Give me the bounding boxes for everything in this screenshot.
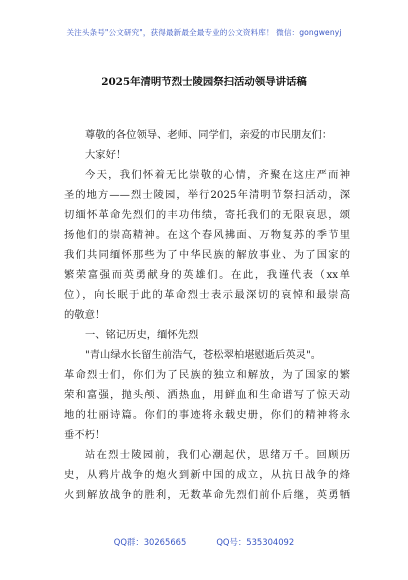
paragraph-line: 位），向长眠于此的革命烈士表示最深切的哀悼和最崇高 (64, 289, 350, 301)
paragraph-line: 的敬意！ (64, 309, 106, 321)
document-body (64, 125, 350, 505)
section-heading: 一、铭记历史，缅怀先烈 (85, 329, 199, 341)
paragraph-line: 圣的地方——烈士陵园，举行2025年清明节祭扫活动，深 (64, 189, 350, 201)
paragraph-line: 荣和富强，抛头颅、洒热血，用鲜血和生命谱写了惊天动 (64, 389, 350, 401)
footer-qq-number: QQ号：535304092 (216, 537, 295, 547)
paragraph-line: 我们共同缅怀那些为了中华民族的解放事业、为了国家的 (64, 249, 350, 261)
paragraph-line: 扬他们的崇高精神。在这个春风拂面、万物复苏的季节里 (64, 229, 350, 241)
paragraph-line: 地的壮丽诗篇。你们的事迹将永载史册，你们的精神将永 (64, 409, 350, 421)
paragraph-line: 史，从鸦片战争的炮火到新中国的成立，从抗日战争的烽 (64, 469, 350, 481)
paragraph-line: 站在烈士陵园前，我们心潮起伏，思绪万千。回顾历 (85, 449, 350, 461)
greeting-line: 大家好！ (85, 149, 127, 161)
document-title: 2025年清明节烈士陵园祭扫活动领导讲话稿 (101, 76, 307, 88)
paragraph-line: 革命烈士们，你们为了民族的独立和解放，为了国家的繁 (64, 369, 350, 381)
paragraph-line: 切缅怀革命先烈们的丰功伟绩，寄托我们的无限哀思，颂 (64, 209, 350, 221)
salutation-line: 尊敬的各位领导、老师、同学们，亲爱的市民朋友们： (85, 129, 333, 141)
paragraph-line: 繁荣富强而英勇献身的英雄们。在此，我谨代表（xx单 (64, 269, 350, 281)
paragraph-line: 垂不朽！ (64, 429, 106, 441)
header-note: 关注头条号"公文研究"，获得最新最全最专业的公文资料库！ 微信：gongwenyj (66, 28, 342, 37)
footer-contact (0, 536, 408, 548)
quote-line: "青山绿水长留生前浩气，苍松翠柏堪慰逝后英灵"。 (85, 349, 322, 361)
paragraph-line: 火到解放战争的胜利，无数革命先烈们前仆后继，英勇牺 (64, 489, 350, 501)
footer-qq-group: QQ群：30265665 (113, 537, 187, 547)
paragraph-line: 今天，我们怀着无比崇敬的心情，齐聚在这庄严而神 (85, 169, 350, 181)
